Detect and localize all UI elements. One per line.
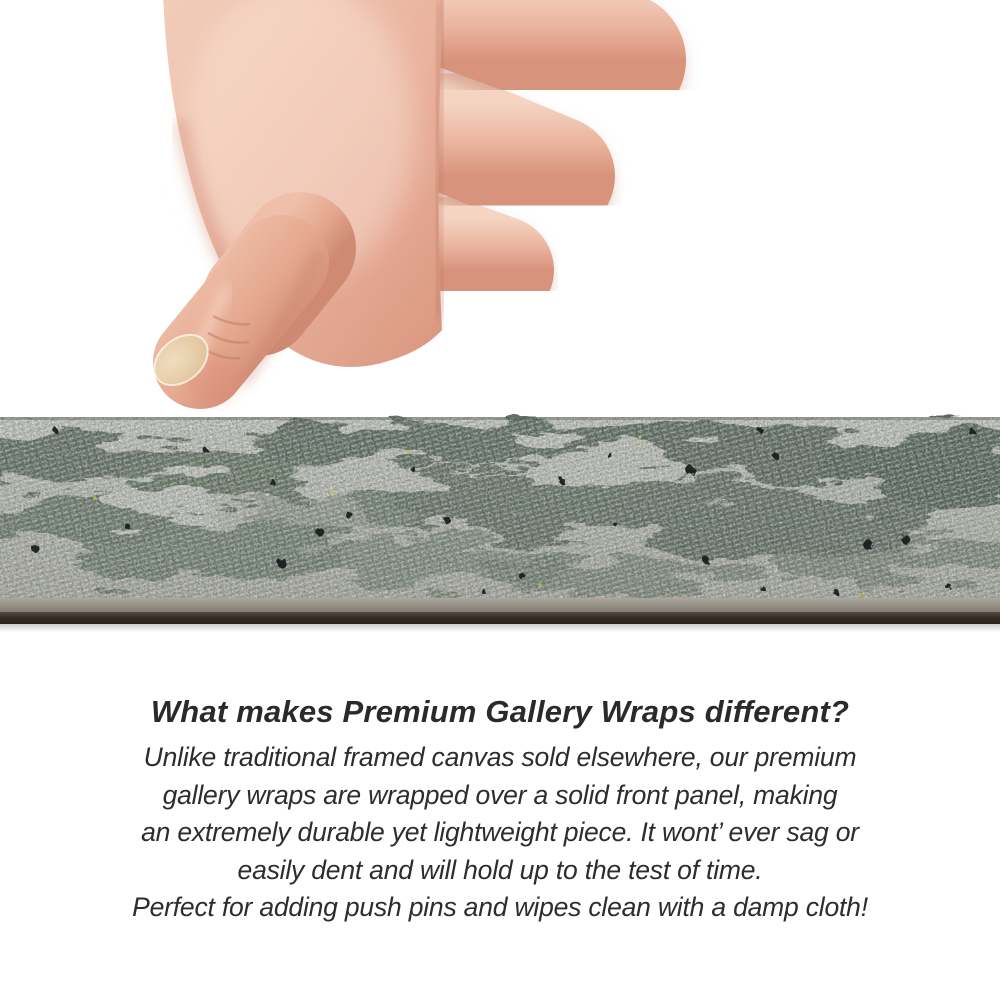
grain-overlay-light	[0, 417, 1000, 602]
body-line-3: an extremely durable yet lightweight piece. It wont’ ever sag or	[141, 817, 859, 847]
canvas-dark-edge	[0, 612, 1000, 624]
canvas-fold	[0, 598, 1000, 612]
body-line-1: Unlike traditional framed canvas sold elsewhere, our premium	[143, 742, 857, 772]
body-line-2: gallery wraps are wrapped over a solid front panel, making	[162, 779, 838, 810]
headline: What makes Premium Gallery Wraps different?	[150, 694, 850, 729]
hand-photo	[145, 0, 618, 404]
marketing-copy	[0, 694, 1000, 927]
thumb	[145, 248, 318, 404]
canvas-shadow	[0, 624, 1000, 632]
canvas-strip	[0, 417, 1000, 632]
body-line-4: easily dent and will hold up to the test of time.	[237, 854, 763, 885]
body-line-5: Perfect for adding push pins and wipes clean with a damp cloth!	[132, 892, 868, 922]
canvas-top-edge	[0, 417, 1000, 420]
